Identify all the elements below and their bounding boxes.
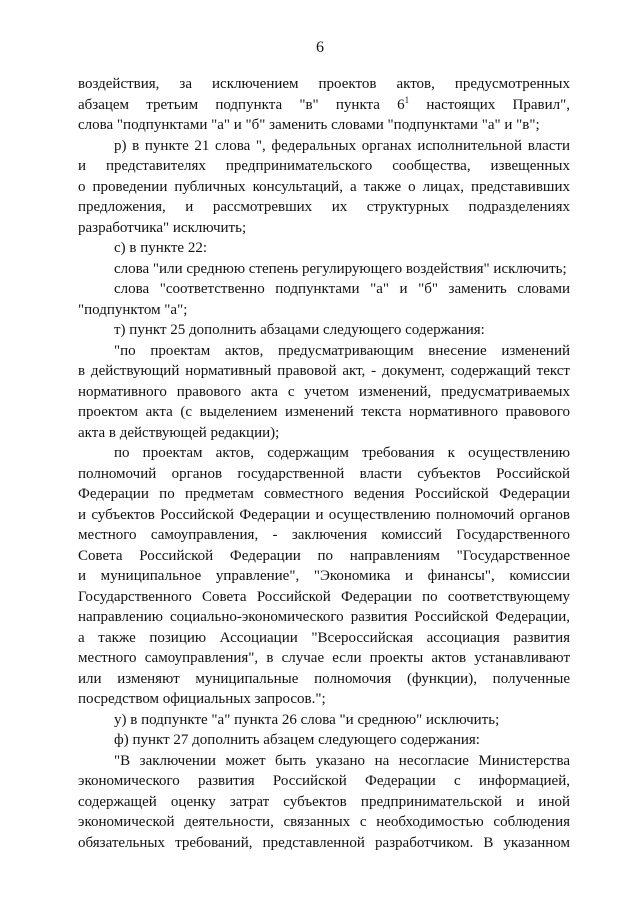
text-line: в действующий нормативный правовой акт, - документ, содержащий текст	[78, 363, 570, 379]
text-line: экономической деятельности, связанных с необходимостью соблюдения	[78, 814, 570, 830]
text-line: предложения, и рассмотревших их структурных подразделениях	[78, 199, 570, 215]
text-line: ф) пункт 27 дополнить абзацем следующего содержания:	[114, 732, 480, 748]
text-line: у) в подпункте "а" пункта 26 слова "и среднюю" исключить;	[114, 711, 500, 728]
text-line: с) в пункте 22:	[114, 240, 208, 256]
text-line: слова "соответственно подпунктами "а" и "б" заменить словами	[114, 281, 570, 297]
text-line: "по проектам актов, предусматривающим внесение изменений	[114, 342, 570, 359]
document-body	[78, 74, 570, 853]
text-line: или изменяют муниципальные полномочия (функции), полученные	[78, 670, 570, 687]
text-line: о проведении публичных консультаций, а также о лицах, представивших	[78, 178, 570, 195]
text-line: и субъектов Российской Федерации и осуществлению полномочий органов	[78, 506, 570, 523]
text-line: абзацем третьим подпункта "в" пункта $6^1$ настоящих Правил",	[78, 94, 570, 113]
text-line: Совета Российской Федерации по направлениям "Государственное	[78, 547, 570, 564]
text-line: и муниципальное управление", "Экономика и финансы", комиссии	[78, 568, 570, 584]
page-number: 6	[316, 39, 324, 56]
text-line: экономического развития Российской Федерации с информацией,	[78, 773, 570, 789]
text-line: Государственного Совета Российской Федерации по соответствующему	[78, 588, 570, 605]
text-line: р) в пункте 21 слова ", федеральных органах исполнительной власти	[114, 137, 570, 154]
text-line: по проектам актов, содержащим требования к осуществлению	[114, 445, 570, 461]
footnote-superscript: 1	[404, 94, 410, 105]
text-line: полномочий органов государственной власти субъектов Российской	[78, 465, 570, 482]
text-line: нормативного правового акта с учетом изменений, предусматриваемых	[78, 383, 570, 400]
text-line: посредством официальных запросов.";	[78, 691, 326, 707]
text-line: т) пункт 25 дополнить абзацами следующего содержания:	[114, 322, 485, 338]
text-line: и представителях предпринимательского сообщества, извещенных	[78, 158, 570, 174]
text-line: содержащей оценку затрат субъектов предпринимательской и иной	[78, 793, 570, 810]
text-line: слова "или среднюю степень регулирующего воздействия" исключить;	[114, 260, 567, 277]
text-line: местного самоуправления", в случае если проекты актов устанавливают	[78, 650, 570, 666]
text-line: местного самоуправления, - заключения комиссий Государственного	[78, 527, 570, 543]
text-line: Федерации по предметам совместного ведения Российской Федерации	[78, 486, 570, 502]
text-line: обязательных требований, представленной разработчиком. В указанном	[78, 834, 570, 851]
text-line: "В заключении может быть указано на несогласие Министерства	[114, 752, 570, 769]
text-line: слова "подпунктами "а" и "б" заменить словами "подпунктами "а" и "в";	[78, 117, 540, 133]
text-line: акта в действующей редакции);	[78, 424, 280, 441]
text-line: проектом акта (с выделением изменений текста нормативного правового	[78, 404, 570, 420]
text-line: "подпунктом "а";	[78, 301, 188, 318]
text-line: разработчика" исключить;	[78, 219, 247, 236]
text-line: воздействия, за исключением проектов актов, предусмотренных	[78, 76, 570, 92]
text-line: а также позицию Ассоциации "Всероссийская ассоциация развития	[78, 629, 570, 646]
text-line: направлению социально-экономического развития Российской Федерации,	[78, 609, 570, 625]
